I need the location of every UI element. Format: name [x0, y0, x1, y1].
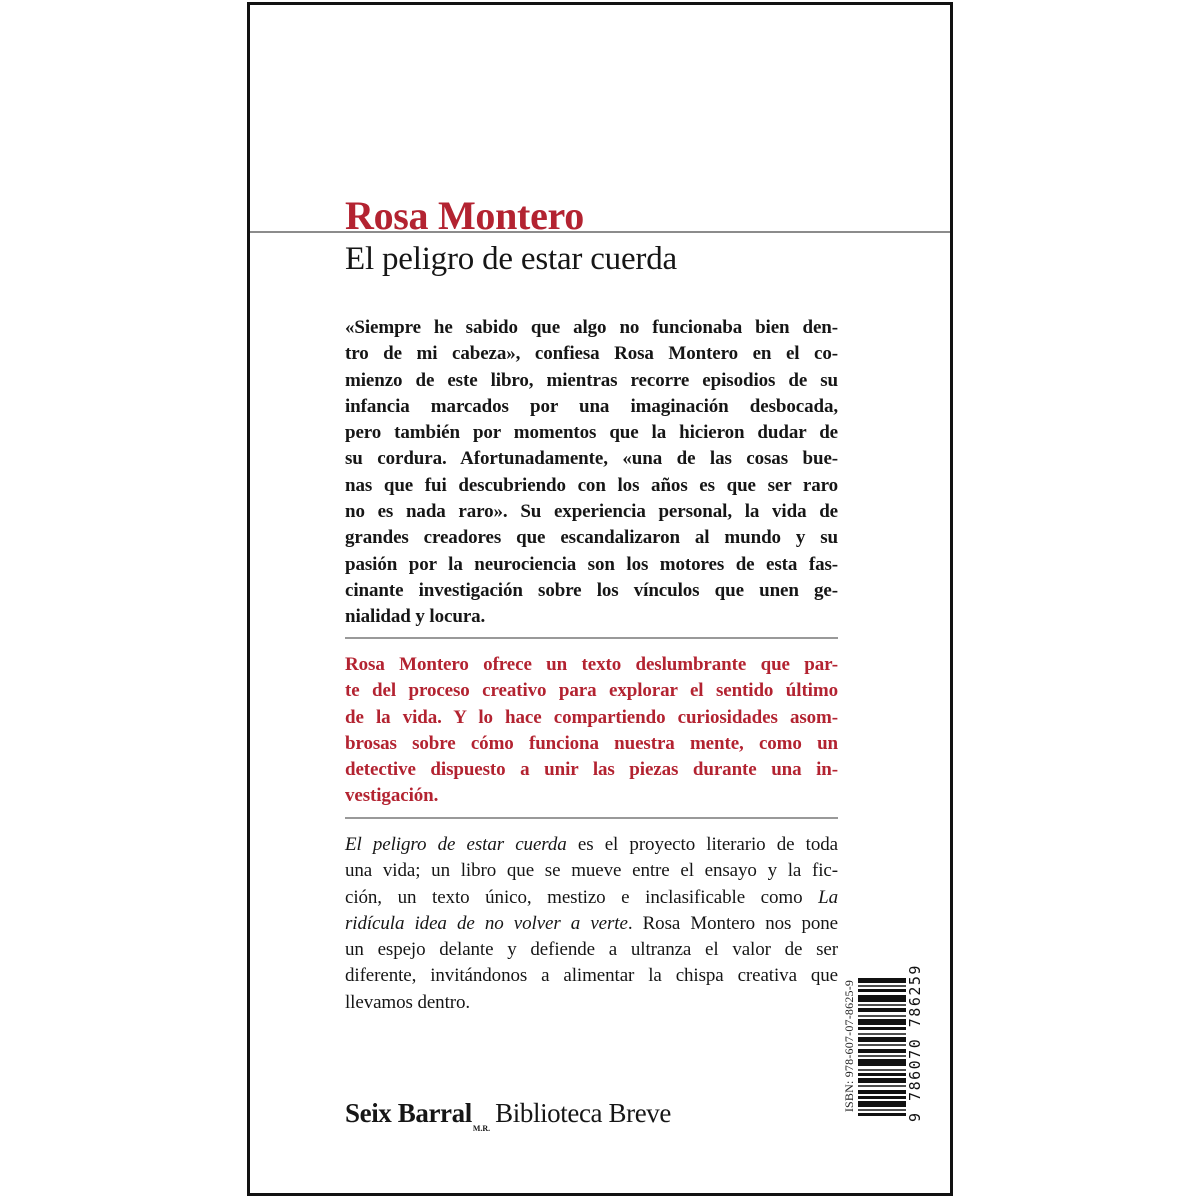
book-back-cover	[247, 2, 953, 1196]
text-line: tro de mi cabeza», confiesa Rosa Montero en el co-	[345, 343, 838, 365]
text-line: no es nada raro». Su experiencia personal, la vida de	[345, 501, 838, 523]
trademark-mark: M.R.	[472, 1124, 491, 1133]
text-line: de la vida. Y lo hace compartiendo curiosidades asom-	[345, 706, 838, 728]
collection-name: Biblioteca Breve	[495, 1098, 671, 1128]
barcode-bars	[858, 978, 906, 1116]
book-title: El peligro de estar cuerda	[345, 241, 677, 277]
text-line: nas que fui descubriendo con los años es que ser raro	[345, 474, 838, 496]
barcode-bar	[858, 1113, 906, 1116]
text-line: ción, un texto único, mestizo e inclasificable como La	[345, 886, 838, 908]
divider-rule-top	[345, 637, 838, 639]
text-line: un espejo delante y defiende a ultranza el valor de ser	[345, 939, 838, 961]
text-line: infancia marcados por una imaginación desbocada,	[345, 395, 838, 417]
text-line: grandes creadores que escandalizaron al mundo y su	[345, 527, 838, 549]
text-line: nialidad y locura.	[345, 606, 486, 628]
text-line: vestigación.	[345, 785, 439, 807]
synopsis-paragraph	[345, 315, 838, 631]
text-line: detective dispuesto a unir las piezas durante una in-	[345, 759, 838, 781]
text-line: ridícula idea de no volver a verte. Rosa Montero nos pone	[345, 912, 838, 934]
isbn-label: ISBN: 978-607-07-8625-9	[842, 979, 856, 1113]
text-line: pasión por la neurociencia son los motores de esta fas-	[345, 553, 838, 575]
promo-paragraph	[345, 652, 838, 810]
barcode-bar	[858, 995, 906, 1002]
text-line: diferente, invitándonos a alimentar la chispa creativa que	[345, 965, 838, 987]
ean-number: 9 786070 786259	[906, 964, 924, 1122]
author-name: Rosa Montero	[345, 193, 584, 238]
text-line: «Siempre he sabido que algo no funcionaba bien den-	[345, 317, 838, 338]
text-line: su cordura. Afortunadamente, «una de las cosas bue-	[345, 448, 838, 470]
text-line: te del proceso creativo para explorar el sentido último	[345, 680, 838, 702]
description-paragraph	[345, 832, 838, 1016]
text-line: pero también por momentos que la hicieron dudar de	[345, 422, 838, 444]
text-line: una vida; un libro que se mueve entre el ensayo y la fic-	[345, 860, 838, 882]
divider-rule-bottom	[345, 817, 838, 819]
publisher-name: Seix Barral	[345, 1098, 472, 1128]
text-line: El peligro de estar cuerda es el proyecto literario de toda	[345, 834, 838, 855]
text-line: cinante investigación sobre los vínculos que unen ge-	[345, 579, 838, 601]
text-line: mienzo de este libro, mientras recorre episodios de su	[345, 369, 838, 391]
text-line: brosas sobre cómo funciona nuestra mente, como un	[345, 732, 838, 754]
text-line: llevamos dentro.	[345, 991, 471, 1013]
barcode-bar	[858, 1059, 906, 1066]
publisher-logo	[345, 1098, 671, 1133]
text-line: Rosa Montero ofrece un texto deslumbrante que par-	[345, 654, 838, 675]
